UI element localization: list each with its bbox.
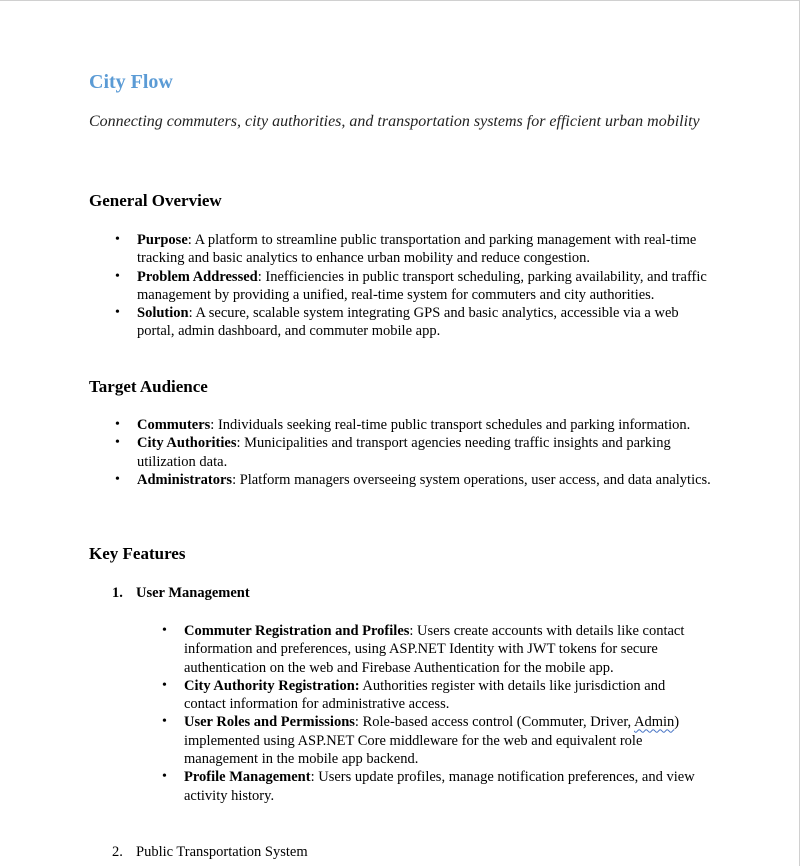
heading-general-overview: General Overview (89, 191, 222, 210)
numbered-item-public-transportation: 2. Public Transportation System (112, 844, 308, 860)
list-item: • Purpose: A platform to streamline public transportation and parking management with real-time tracking and basic analytics to enhance urban mobility and reduce congestion. (115, 231, 715, 268)
list-item: • City Authority Registration: Authorities register with details like jurisdiction and contact information for administrative access. (162, 677, 702, 714)
heading-target-audience: Target Audience (89, 377, 208, 396)
overview-list (115, 231, 715, 341)
numbered-item-user-management: 1. User Management (112, 585, 250, 601)
list-item: • User Roles and Permissions: Role-based access control (Commuter, Driver, Admin) implemented using ASP.NET Core middleware for the web and equivalent role management in the mobile app backend. (162, 713, 702, 768)
audience-list (115, 416, 715, 489)
spellcheck-flagged-word: Admin (634, 714, 675, 731)
heading-key-features: Key Features (89, 544, 186, 563)
document-title: City Flow (89, 71, 173, 93)
list-item: • Solution: A secure, scalable system integrating GPS and basic analytics, accessible via a web portal, admin dashboard, and commuter mobile app. (115, 304, 715, 341)
list-item: • City Authorities: Municipalities and transport agencies needing traffic insights and parking utilization data. (115, 434, 715, 471)
list-item: • Problem Addressed: Inefficiencies in public transport scheduling, parking availability, and traffic management by providing a unified, real-time system for commuters and city authorities. (115, 268, 715, 305)
user-management-list (162, 622, 702, 805)
list-item: • Profile Management: Users update profiles, manage notification preferences, and view activity history. (162, 768, 702, 805)
list-item: • Commuter Registration and Profiles: Users create accounts with details like contact information and preferences, using ASP.NET Identity with JWT tokens for secure authentication on the web and Firebase Authentication for the mobile app. (162, 622, 702, 677)
list-item: • Commuters: Individuals seeking real-time public transport schedules and parking information. (115, 416, 715, 434)
document-subtitle: Connecting commuters, city authorities, and transportation systems for efficient urban mobility (89, 113, 700, 130)
list-item: • Administrators: Platform managers overseeing system operations, user access, and data analytics. (115, 471, 715, 489)
